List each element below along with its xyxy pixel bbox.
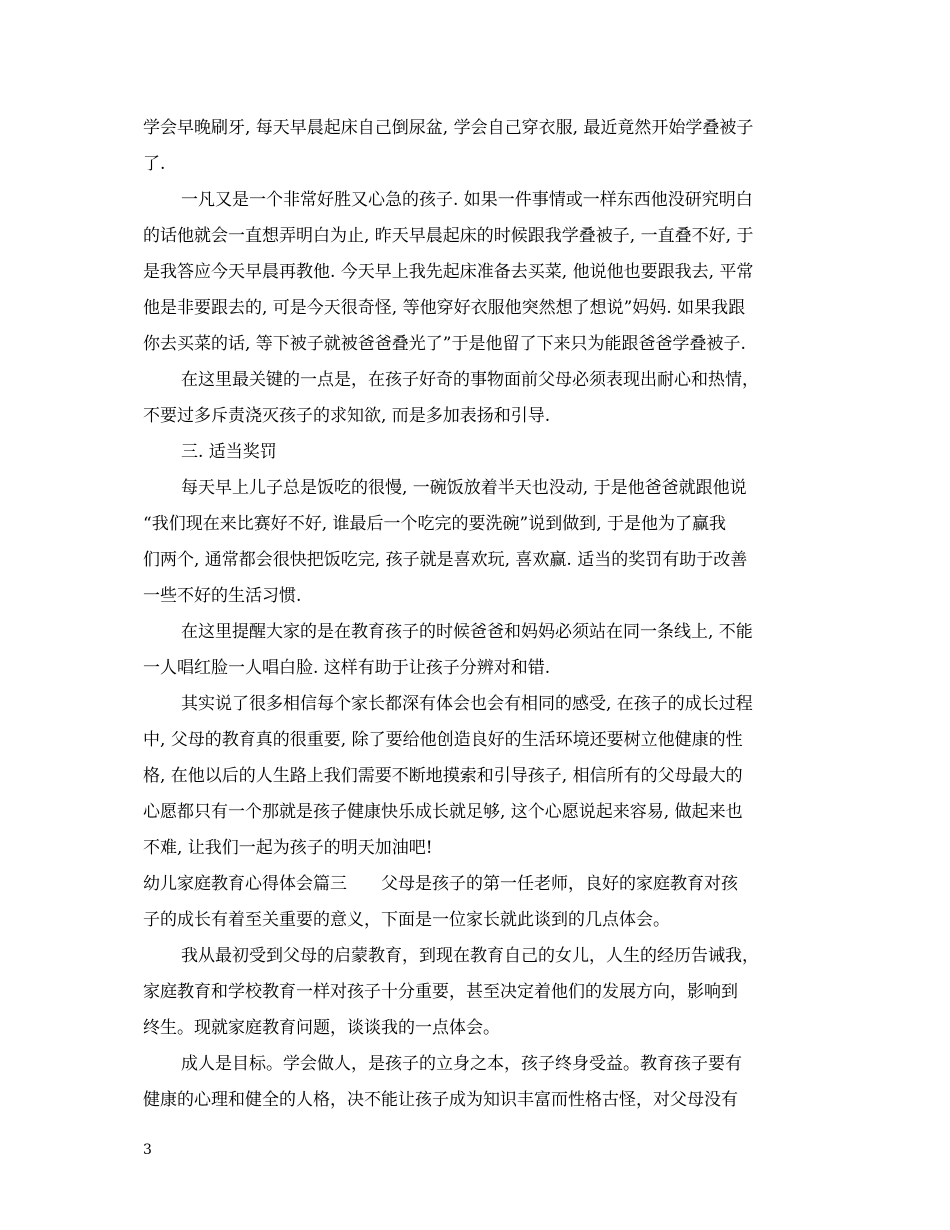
text-line: 我从最初受到父母的启蒙教育，到现在教育自己的女儿，人生的经历告诫我， [181, 946, 759, 966]
text-line: 不难, 让我们一起为孩子的明天加油吧! [143, 838, 433, 858]
text-line: 其实说了很多相信每个家长都深有体会也会有相同的感受, 在孩子的成长过程 [181, 694, 753, 714]
text-line: 了. [143, 154, 166, 174]
text-line: 他是非要跟去的, 可是今天很奇怪, 等他穿好衣服他突然想了想说”妈妈. 如果我跟 [143, 298, 746, 318]
text-line: 成人是目标。学会做人，是孩子的立身之本，孩子终身受益。教育孩子要有 [181, 1054, 742, 1074]
article-title-line: 幼儿家庭教育心得体会篇三 父母是孩子的第一任老师，良好的家庭教育对孩 [143, 874, 738, 894]
text-line: 的话他就会一直想弄明白为止, 昨天早晨起床的时候跟我学叠被子, 一直叠不好, 于 [143, 226, 754, 246]
text-line: 一凡又是一个非常好胜又心急的孩子. 如果一件事情或一样东西他没研究明白 [181, 190, 753, 210]
text-line: 学会早晚刷牙, 每天早晨起床自己倒尿盆, 学会自己穿衣服, 最近竟然开始学叠被子 [143, 118, 754, 138]
text-line: 一些不好的生活习惯. [143, 586, 302, 606]
text-line: 不要过多斥责浇灭孩子的求知欲, 而是多加表扬和引导. [143, 406, 551, 426]
section-heading: 三. 适当奖罚 [181, 442, 277, 462]
text-line: 你去买菜的话, 等下被子就被爸爸叠光了”于是他留了下来只为能跟爸爸学叠被子. [143, 334, 746, 354]
text-line: 一人唱红脸一人唱白脸. 这样有助于让孩子分辨对和错. [143, 658, 551, 678]
text-line: 每天早上儿子总是饭吃的很慢, 一碗饭放着半天也没动, 于是他爸爸就跟他说 [181, 478, 747, 498]
text-line: 在这里最关键的一点是，在孩子好奇的事物面前父母必须表现出耐心和热情， [181, 370, 759, 390]
text-line: 格, 在他以后的人生路上我们需要不断地摸索和引导孩子, 相信所有的父母最大的 [143, 766, 743, 786]
text-line: “我们现在来比赛好不好, 谁最后一个吃完的要洗碗”说到做到, 于是他为了赢我 [143, 514, 726, 534]
page-number: 3 [143, 1142, 152, 1158]
text-line: 家庭教育和学校教育一样对孩子十分重要，甚至决定着他们的发展方向，影响到 [143, 982, 738, 1002]
document-body [143, 110, 807, 1118]
text-line: 心愿都只有一个那就是孩子健康快乐成长就足够, 这个心愿说起来容易, 做起来也 [143, 802, 743, 822]
text-line: 在这里提醒大家的是在教育孩子的时候爸爸和妈妈必须站在同一条线上, 不能 [181, 622, 753, 642]
text-line: 是我答应今天早晨再教他. 今天早上我先起床准备去买菜, 他说他也要跟我去, 平常 [143, 262, 754, 282]
text-line: 们两个, 通常都会很快把饭吃完, 孩子就是喜欢玩, 喜欢赢. 适当的奖罚有助于改善 [143, 550, 748, 570]
text-line: 健康的心理和健全的人格，决不能让孩子成为知识丰富而性格古怪，对父母没有 [143, 1090, 738, 1110]
text-line: 中, 父母的教育真的很重要, 除了要给他创造良好的生活环境还要树立他健康的性 [143, 730, 743, 750]
text-line: 子的成长有着至关重要的意义，下面是一位家长就此谈到的几点体会。 [143, 910, 670, 930]
text-line: 终生。现就家庭教育问题，谈谈我的一点体会。 [143, 1018, 500, 1038]
